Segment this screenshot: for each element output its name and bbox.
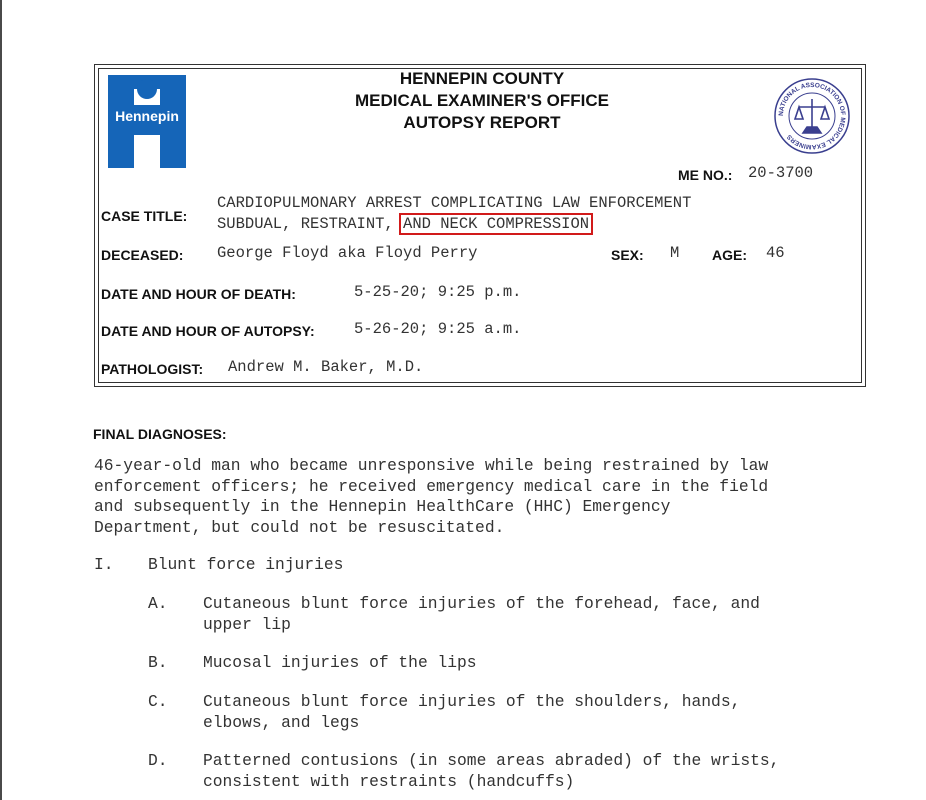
item-d-line-1: Patterned contusions (in some areas abraded) of the wrists, [203,751,780,770]
section-numeral: I. [94,555,114,574]
summary-line-1: 46-year-old man who became unresponsive while being restrained by law [94,456,769,475]
pathologist-label: PATHOLOGIST: [101,361,204,377]
org-title-line-2: MEDICAL EXAMINER'S OFFICE [354,91,610,110]
case-title-line-1: CARDIOPULMONARY ARREST COMPLICATING LAW ENFORCEMENT [217,194,692,212]
summary-line-3: and subsequently in the Hennepin HealthCare (HHC) Emergency [94,497,671,516]
me-number-value: 20-3700 [748,164,814,182]
page-edge [0,0,2,800]
age-label: AGE: [712,247,747,263]
svg-text:NATIONAL ASSOCIATION OF MEDICA: NATIONAL ASSOCIATION OF MEDICAL EXAMINERS [777,81,847,151]
section-title: Blunt force injuries [148,555,344,574]
date-of-death-value: 5-25-20; 9:25 p.m. [354,283,522,301]
case-title-highlight-box: AND NECK COMPRESSION [399,213,593,235]
me-number-label: ME NO.: [678,167,733,183]
deceased-label: DECEASED: [101,247,184,263]
org-title-line-3: AUTOPSY REPORT [403,113,561,132]
deceased-value: George Floyd aka Floyd Perry [217,244,478,262]
sex-label: SEX: [611,247,644,263]
hennepin-logo [108,75,186,168]
org-title-line-1: HENNEPIN COUNTY [399,69,565,88]
date-of-autopsy-label: DATE AND HOUR OF AUTOPSY: [101,323,315,339]
final-diagnoses-heading: FINAL DIAGNOSES: [93,426,227,442]
case-title-line-2-prefix: SUBDUAL, RESTRAINT, [217,215,404,233]
item-letter-a: A. [148,594,168,613]
item-a-line-2: upper lip [203,614,291,634]
date-of-autopsy-value: 5-26-20; 9:25 a.m. [354,320,522,338]
summary-line-2: enforcement officers; he received emergency medical care in the field [94,476,769,496]
item-a-line-1: Cutaneous blunt force injuries of the forehead, face, and [203,594,760,613]
svg-text:Hennepin: Hennepin [115,108,179,124]
date-of-death-label: DATE AND HOUR OF DEATH: [101,286,296,302]
name-accreditation-seal [773,77,851,155]
item-letter-b: B. [148,653,168,672]
age-value: 46 [766,244,785,262]
case-title-line-2 [217,215,593,233]
case-title-label: CASE TITLE: [101,208,188,224]
item-letter-c: C. [148,692,168,711]
pathologist-value: Andrew M. Baker, M.D. [228,358,424,376]
item-c-line-2: elbows, and legs [203,712,360,732]
item-b-line-1: Mucosal injuries of the lips [203,653,477,672]
summary-line-4: Department, but could not be resuscitated. [94,517,505,537]
item-letter-d: D. [148,751,168,770]
item-d-line-2: consistent with restraints (handcuffs) [203,771,575,791]
sex-value: M [670,244,680,262]
item-c-line-1: Cutaneous blunt force injuries of the shoulders, hands, [203,692,741,711]
